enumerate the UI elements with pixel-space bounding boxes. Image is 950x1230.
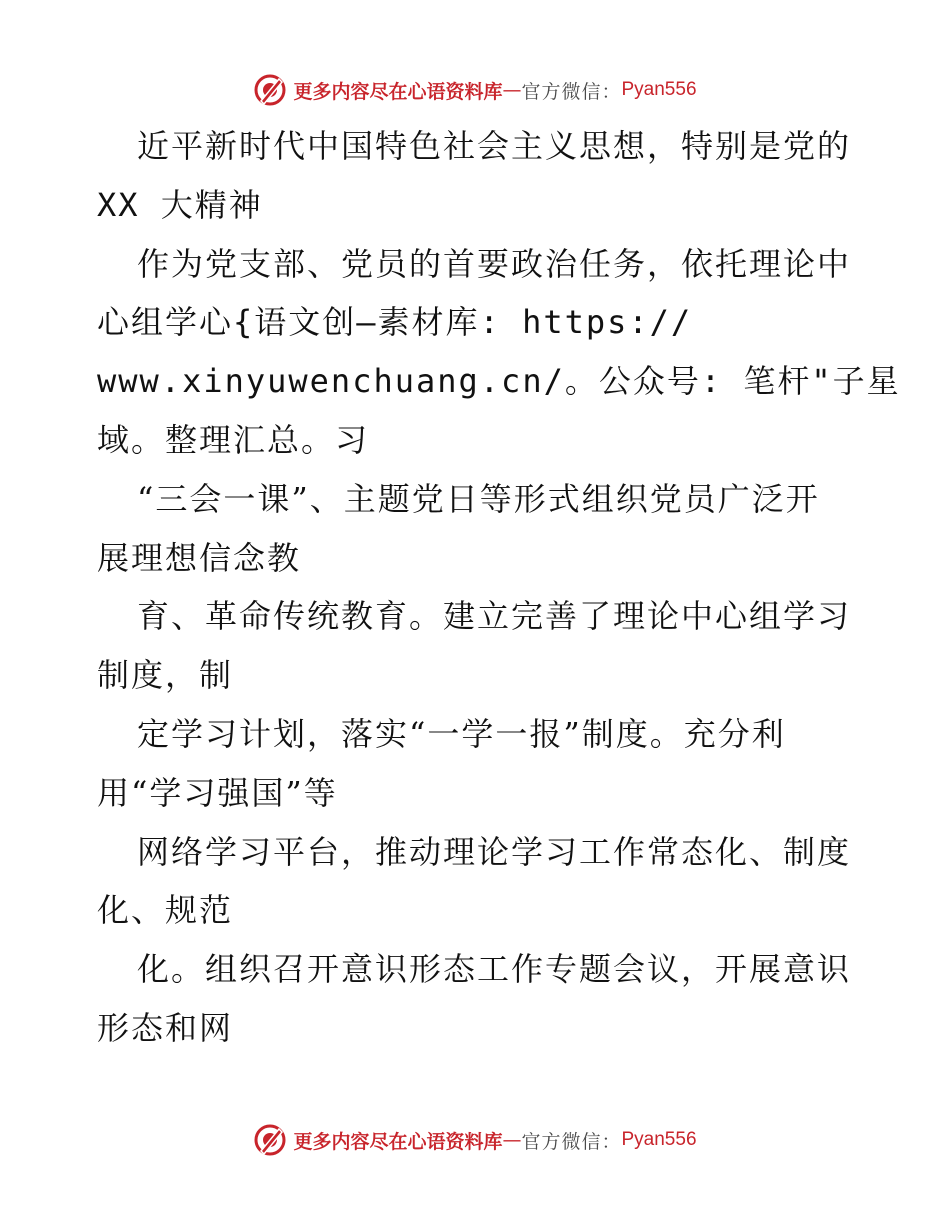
body-line: 域。整理汇总。习 [97, 420, 370, 459]
pen-logo-icon [253, 1123, 287, 1157]
banner-official: 官方微信： [521, 1130, 622, 1153]
body-line: 用“学习强国”等 [97, 773, 338, 812]
body-line: 制度，制 [97, 656, 234, 695]
document-body [97, 117, 901, 1058]
body-line: 育、革命传统教育。建立完善了理论中心组学习 [137, 597, 852, 636]
banner-brand: 更多内容尽在心语资料库 [293, 80, 503, 103]
banner-text [293, 77, 696, 104]
banner-text [293, 1127, 696, 1154]
body-line: 网络学习平台，推动理论学习工作常态化、制度 [137, 832, 852, 871]
body-line: 作为党支部、党员的首要政治任务，依托理论中 [137, 244, 852, 283]
banner-wechat-id: Pyan556 [621, 1129, 697, 1150]
body-line: 化。组织召开意识形态工作专题会议，开展意识 [137, 950, 852, 989]
banner-wechat-id: Pyan556 [621, 79, 697, 100]
footer-banner [0, 1120, 950, 1160]
body-line: www.xinyuwenchuang.cn/。公众号: 笔杆"子星 [97, 362, 901, 401]
body-line: XX 大精神 [97, 185, 263, 224]
body-line: 化、规范 [97, 891, 234, 930]
body-line: 展理想信念教 [97, 538, 302, 577]
body-line: 近平新时代中国特色社会主义思想，特别是党的 [137, 127, 852, 165]
banner-dash: — [502, 79, 522, 101]
banner-dash: — [502, 1129, 522, 1151]
body-line: 心组学心{语文创—素材库: https:// [97, 303, 693, 342]
pen-logo-icon [253, 73, 287, 107]
body-line: 定学习计划，落实“一学一报”制度。充分利 [137, 714, 786, 753]
banner-brand: 更多内容尽在心语资料库 [293, 1130, 503, 1153]
body-line: “三会一课”、主题党日等形式组织党员广泛开 [137, 479, 820, 518]
header-banner [0, 70, 950, 110]
body-line: 形态和网 [97, 1008, 234, 1047]
banner-official: 官方微信： [521, 80, 622, 103]
